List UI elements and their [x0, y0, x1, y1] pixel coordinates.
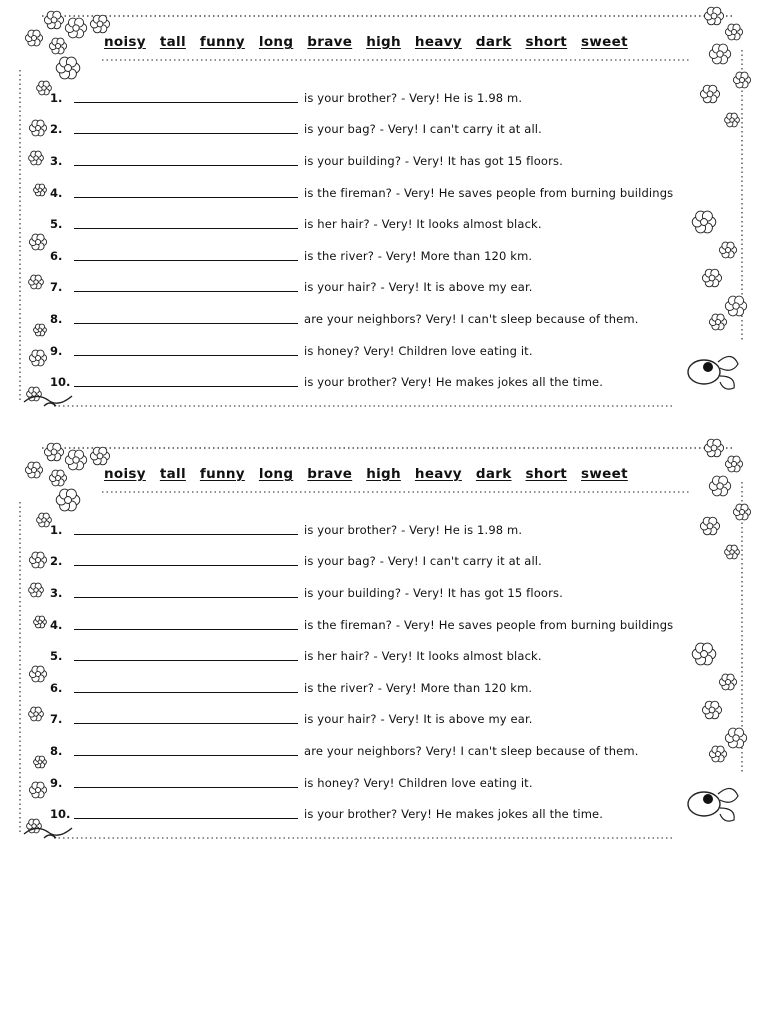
word-bank-item: funny — [199, 34, 245, 50]
flower-icon — [44, 11, 63, 29]
flower-icon — [44, 443, 63, 461]
question-text: is your building? - Very! It has got 15 floors. — [304, 153, 563, 168]
flower-icon — [725, 456, 742, 472]
flower-icon — [709, 44, 730, 64]
question-list — [50, 82, 740, 398]
question-number: 6. — [50, 680, 63, 695]
flower-icon — [29, 350, 46, 366]
word-bank-item: heavy — [414, 466, 462, 482]
question-text: is her hair? - Very! It looks almost black. — [304, 649, 542, 664]
answer-blank-line[interactable] — [74, 786, 298, 788]
question-text: is your building? - Very! It has got 15 floors. — [304, 585, 563, 600]
question-row — [50, 114, 740, 146]
answer-blank-line[interactable] — [74, 564, 298, 566]
word-bank-item: short — [525, 466, 568, 482]
question-text: is your bag? - Very! I can't carry it at all. — [304, 554, 542, 569]
answer-blank-line[interactable] — [74, 817, 298, 819]
answer-blank-line[interactable] — [74, 754, 298, 756]
word-bank-item: noisy — [104, 34, 146, 50]
question-text: is the fireman? - Very! He saves people from burning buildings — [304, 185, 674, 200]
question-row — [50, 798, 740, 830]
answer-blank-line[interactable] — [74, 322, 298, 324]
question-text: are your neighbors? Very! I can't sleep because of them. — [304, 743, 639, 758]
word-bank — [104, 30, 684, 54]
question-row — [50, 704, 740, 736]
question-row — [50, 640, 740, 672]
answer-blank-line[interactable] — [74, 596, 298, 598]
question-row — [50, 335, 740, 367]
answer-blank-line[interactable] — [74, 722, 298, 724]
answer-blank-line[interactable] — [74, 628, 298, 630]
word-bank-item: sweet — [581, 466, 628, 482]
answer-blank-line[interactable] — [74, 691, 298, 693]
flower-icon — [29, 275, 44, 289]
flower-icon — [29, 234, 46, 250]
flower-icon — [29, 552, 46, 568]
question-row — [50, 303, 740, 335]
question-text: is honey? Very! Children love eating it. — [304, 775, 533, 790]
flower-icon — [29, 707, 44, 721]
flower-icon — [49, 38, 66, 54]
word-bank-item: sweet — [581, 34, 628, 50]
word-bank-item: funny — [199, 466, 245, 482]
word-bank-item: dark — [475, 34, 512, 50]
answer-blank-line[interactable] — [74, 533, 298, 535]
worksheet-bottom — [14, 442, 756, 842]
flower-icon — [65, 18, 86, 38]
answer-blank-line[interactable] — [74, 227, 298, 229]
question-number: 5. — [50, 649, 63, 664]
word-bank-item: brave — [307, 466, 353, 482]
question-number: 10. — [50, 375, 71, 390]
answer-blank-line[interactable] — [74, 164, 298, 166]
word-bank-item: tall — [159, 34, 186, 50]
flower-icon — [34, 756, 47, 768]
question-text: is honey? Very! Children love eating it. — [304, 343, 533, 358]
worksheet-top — [14, 10, 756, 410]
question-number: 6. — [50, 248, 63, 263]
question-text: is your hair? - Very! It is above my ear. — [304, 280, 533, 295]
flower-icon — [725, 24, 742, 40]
flower-icon — [34, 616, 47, 628]
flower-icon — [34, 184, 47, 196]
question-row — [50, 82, 740, 114]
question-text: is your brother? Very! He makes jokes all the time. — [304, 807, 604, 822]
flower-icon — [704, 7, 723, 25]
answer-blank-line[interactable] — [74, 354, 298, 356]
question-number: 2. — [50, 122, 63, 137]
question-number: 4. — [50, 185, 63, 200]
flower-icon — [709, 476, 730, 496]
question-row — [50, 609, 740, 641]
answer-blank-line[interactable] — [74, 259, 298, 261]
question-text: is your bag? - Very! I can't carry it at all. — [304, 122, 542, 137]
question-row — [50, 208, 740, 240]
flower-icon — [25, 462, 42, 478]
flower-icon — [56, 489, 80, 511]
question-number: 10. — [50, 807, 71, 822]
question-row — [50, 177, 740, 209]
word-bank-item: heavy — [414, 34, 462, 50]
question-number: 1. — [50, 90, 63, 105]
question-row — [50, 672, 740, 704]
question-number: 9. — [50, 775, 63, 790]
flower-icon — [34, 324, 47, 336]
word-bank-item: long — [258, 34, 294, 50]
question-text: is the river? - Very! More than 120 km. — [304, 680, 533, 695]
question-row — [50, 767, 740, 799]
question-number: 5. — [50, 217, 63, 232]
flower-icon — [49, 470, 66, 486]
flower-icon — [29, 666, 46, 682]
word-bank-item: brave — [307, 34, 353, 50]
answer-blank-line[interactable] — [74, 290, 298, 292]
answer-blank-line[interactable] — [74, 659, 298, 661]
question-text: is your brother? - Very! He is 1.98 m. — [304, 90, 523, 105]
question-row — [50, 145, 740, 177]
word-bank-item: dark — [475, 466, 512, 482]
word-bank-item: noisy — [104, 466, 146, 482]
question-number: 7. — [50, 280, 63, 295]
flower-icon — [29, 583, 44, 597]
question-number: 9. — [50, 343, 63, 358]
flower-icon — [65, 450, 86, 470]
word-bank — [104, 462, 684, 486]
question-text: is your hair? - Very! It is above my ear. — [304, 712, 533, 727]
flower-icon — [704, 439, 723, 457]
flower-icon — [29, 120, 46, 136]
question-text: are your neighbors? Very! I can't sleep because of them. — [304, 311, 639, 326]
question-row — [50, 366, 740, 398]
answer-blank-line[interactable] — [74, 196, 298, 198]
question-number: 7. — [50, 712, 63, 727]
question-text: is the river? - Very! More than 120 km. — [304, 248, 533, 263]
question-number: 8. — [50, 311, 63, 326]
question-row — [50, 546, 740, 578]
question-number: 3. — [50, 153, 63, 168]
flower-icon — [29, 782, 46, 798]
flower-icon — [29, 151, 44, 165]
question-text: is the fireman? - Very! He saves people from burning buildings — [304, 617, 674, 632]
word-bank-item: short — [525, 34, 568, 50]
question-text: is your brother? - Very! He is 1.98 m. — [304, 522, 523, 537]
question-number: 8. — [50, 743, 63, 758]
question-number: 1. — [50, 522, 63, 537]
question-list — [50, 514, 740, 830]
question-row — [50, 735, 740, 767]
question-row — [50, 272, 740, 304]
answer-blank-line[interactable] — [74, 101, 298, 103]
question-row — [50, 240, 740, 272]
flower-icon — [25, 30, 42, 46]
word-bank-item: tall — [159, 466, 186, 482]
question-number: 4. — [50, 617, 63, 632]
answer-blank-line[interactable] — [74, 385, 298, 387]
answer-blank-line[interactable] — [74, 132, 298, 134]
word-bank-item: high — [366, 34, 401, 50]
word-bank-item: high — [366, 466, 401, 482]
question-number: 2. — [50, 554, 63, 569]
flower-icon — [56, 57, 80, 79]
question-row — [50, 577, 740, 609]
question-number: 3. — [50, 585, 63, 600]
question-text: is her hair? - Very! It looks almost black. — [304, 217, 542, 232]
question-text: is your brother? Very! He makes jokes all the time. — [304, 375, 604, 390]
word-bank-item: long — [258, 466, 294, 482]
question-row — [50, 514, 740, 546]
